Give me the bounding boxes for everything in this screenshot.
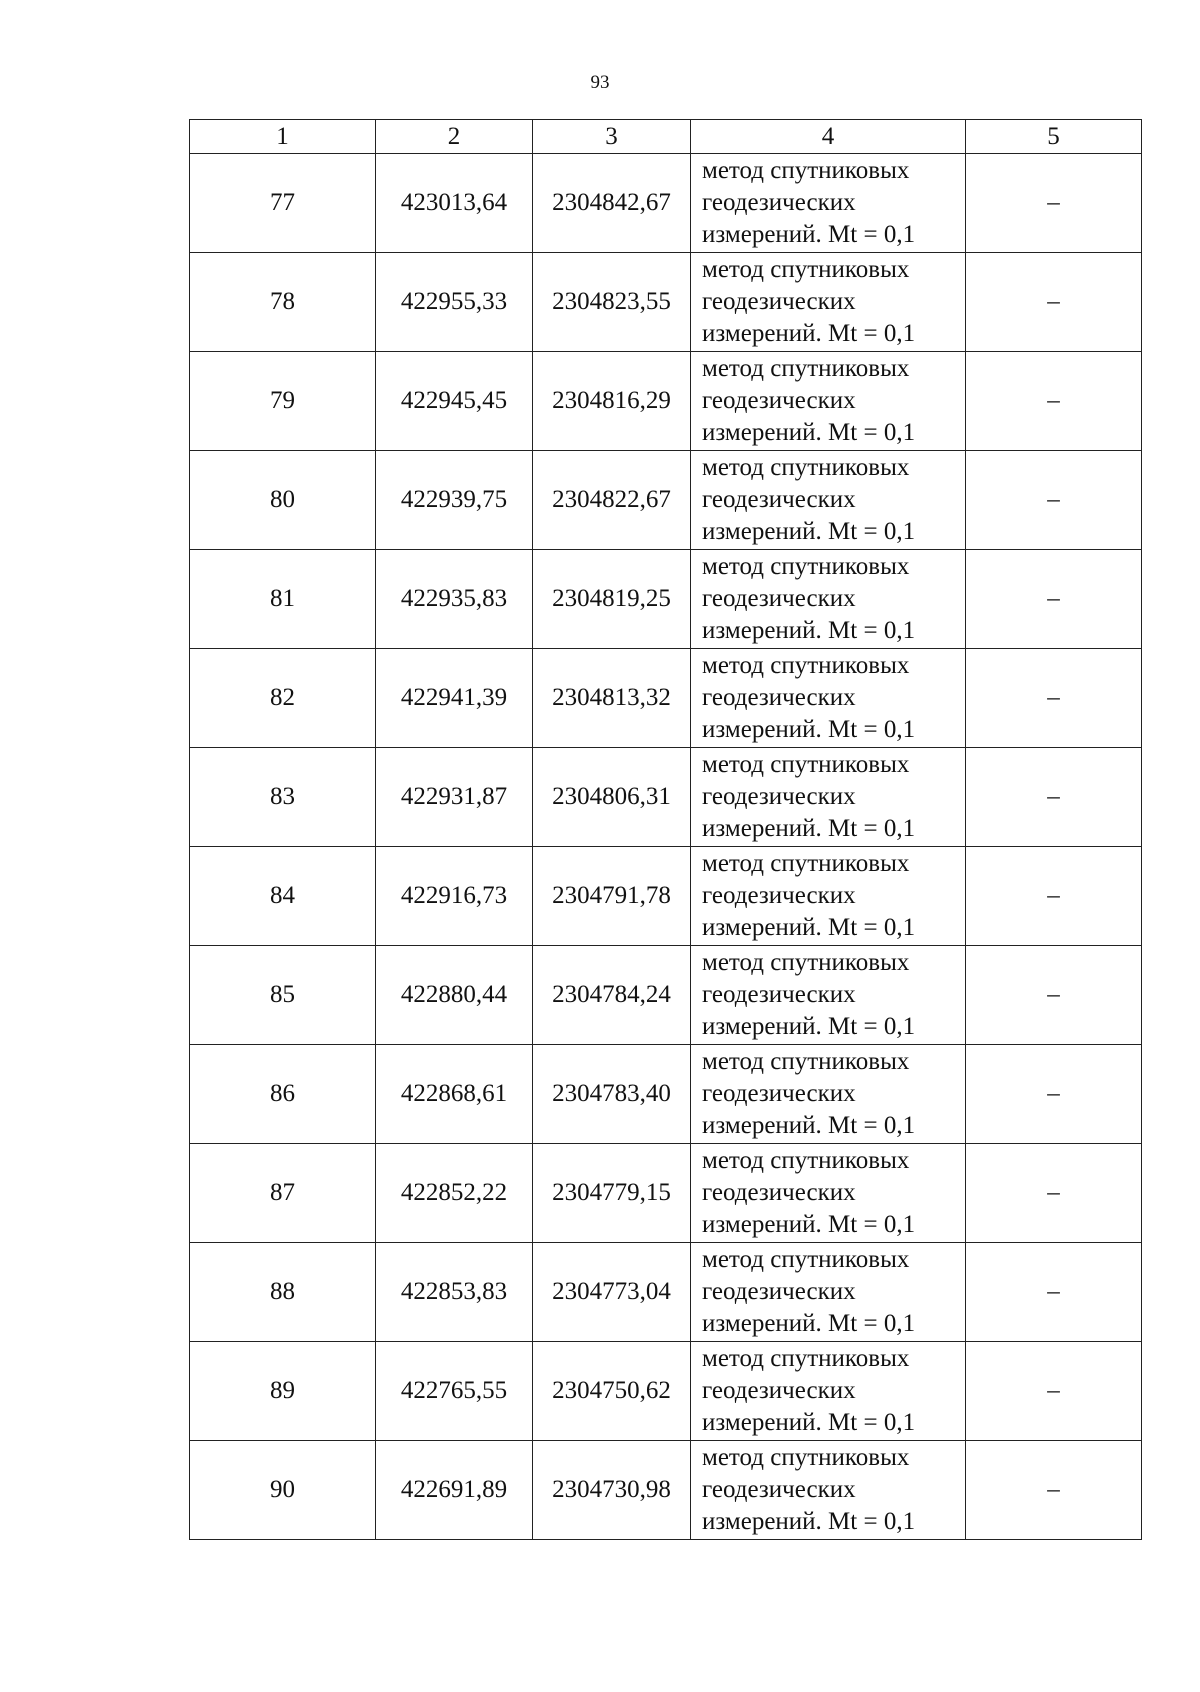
x-coordinate-cell: 422955,33 — [376, 253, 533, 352]
header-cell: 3 — [533, 120, 691, 154]
method-line: метод спутниковых — [702, 1444, 910, 1471]
method-cell — [691, 748, 966, 847]
x-coordinate-cell: 422939,75 — [376, 451, 533, 550]
method-line: метод спутниковых — [702, 751, 910, 778]
method-line: измерений. Mt = 0,1 — [702, 221, 916, 248]
column-5-cell: – — [966, 748, 1142, 847]
method-line: геодезических — [702, 486, 856, 513]
method-cell — [691, 946, 966, 1045]
y-coordinate-cell: 2304783,40 — [533, 1045, 691, 1144]
column-5-cell: – — [966, 847, 1142, 946]
method-line: метод спутниковых — [702, 157, 910, 184]
y-coordinate-cell: 2304784,24 — [533, 946, 691, 1045]
column-5-cell: – — [966, 1243, 1142, 1342]
column-5-cell: – — [966, 253, 1142, 352]
method-line: метод спутниковых — [702, 355, 910, 382]
column-5-cell: – — [966, 1144, 1142, 1243]
table-row — [190, 1441, 1142, 1540]
method-line: метод спутниковых — [702, 949, 910, 976]
method-line: измерений. Mt = 0,1 — [702, 716, 916, 743]
y-coordinate-cell: 2304842,67 — [533, 154, 691, 253]
y-coordinate-cell: 2304773,04 — [533, 1243, 691, 1342]
method-line: геодезических — [702, 1080, 856, 1107]
method-line: метод спутниковых — [702, 1246, 910, 1273]
method-line: геодезических — [702, 981, 856, 1008]
method-line: геодезических — [702, 189, 856, 216]
x-coordinate-cell: 423013,64 — [376, 154, 533, 253]
table-row — [190, 649, 1142, 748]
method-line: метод спутниковых — [702, 1147, 910, 1174]
table-row — [190, 1144, 1142, 1243]
column-5-cell: – — [966, 451, 1142, 550]
table-row — [190, 1243, 1142, 1342]
method-line: геодезических — [702, 1476, 856, 1503]
x-coordinate-cell: 422868,61 — [376, 1045, 533, 1144]
y-coordinate-cell: 2304823,55 — [533, 253, 691, 352]
method-line: метод спутниковых — [702, 652, 910, 679]
table-row — [190, 748, 1142, 847]
header-row — [190, 120, 1142, 154]
table-row — [190, 1045, 1142, 1144]
table-row — [190, 352, 1142, 451]
method-line: измерений. Mt = 0,1 — [702, 419, 916, 446]
method-line: измерений. Mt = 0,1 — [702, 518, 916, 545]
method-line: измерений. Mt = 0,1 — [702, 1112, 916, 1139]
y-coordinate-cell: 2304730,98 — [533, 1441, 691, 1540]
table-row — [190, 550, 1142, 649]
method-line: метод спутниковых — [702, 256, 910, 283]
method-cell — [691, 451, 966, 550]
method-line: геодезических — [702, 288, 856, 315]
method-cell — [691, 1342, 966, 1441]
header-cell: 4 — [691, 120, 966, 154]
x-coordinate-cell: 422853,83 — [376, 1243, 533, 1342]
method-cell — [691, 847, 966, 946]
point-number-cell: 77 — [190, 154, 376, 253]
table-row — [190, 451, 1142, 550]
column-5-cell: – — [966, 1045, 1142, 1144]
column-5-cell: – — [966, 352, 1142, 451]
point-number-cell: 82 — [190, 649, 376, 748]
x-coordinate-cell: 422880,44 — [376, 946, 533, 1045]
method-line: измерений. Mt = 0,1 — [702, 1310, 916, 1337]
method-cell — [691, 1144, 966, 1243]
method-line: измерений. Mt = 0,1 — [702, 617, 916, 644]
method-line: измерений. Mt = 0,1 — [702, 1211, 916, 1238]
point-number-cell: 79 — [190, 352, 376, 451]
x-coordinate-cell: 422916,73 — [376, 847, 533, 946]
column-5-cell: – — [966, 649, 1142, 748]
point-number-cell: 90 — [190, 1441, 376, 1540]
x-coordinate-cell: 422691,89 — [376, 1441, 533, 1540]
table-header — [190, 120, 1142, 154]
method-line: метод спутниковых — [702, 454, 910, 481]
point-number-cell: 87 — [190, 1144, 376, 1243]
y-coordinate-cell: 2304816,29 — [533, 352, 691, 451]
method-cell — [691, 649, 966, 748]
method-line: геодезических — [702, 1278, 856, 1305]
method-line: измерений. Mt = 0,1 — [702, 1013, 916, 1040]
table-row — [190, 253, 1142, 352]
y-coordinate-cell: 2304819,25 — [533, 550, 691, 649]
method-line: метод спутниковых — [702, 1345, 910, 1372]
method-line: измерений. Mt = 0,1 — [702, 320, 916, 347]
method-cell — [691, 352, 966, 451]
y-coordinate-cell: 2304750,62 — [533, 1342, 691, 1441]
method-cell — [691, 154, 966, 253]
method-line: геодезических — [702, 882, 856, 909]
y-coordinate-cell: 2304822,67 — [533, 451, 691, 550]
table-row — [190, 946, 1142, 1045]
method-line: геодезических — [702, 1179, 856, 1206]
method-cell — [691, 253, 966, 352]
point-number-cell: 89 — [190, 1342, 376, 1441]
x-coordinate-cell: 422935,83 — [376, 550, 533, 649]
table-row — [190, 1342, 1142, 1441]
table-body — [190, 154, 1142, 1540]
method-line: геодезических — [702, 783, 856, 810]
header-cell: 2 — [376, 120, 533, 154]
method-line: измерений. Mt = 0,1 — [702, 1409, 916, 1436]
method-line: геодезических — [702, 684, 856, 711]
method-line: метод спутниковых — [702, 553, 910, 580]
point-number-cell: 80 — [190, 451, 376, 550]
column-5-cell: – — [966, 154, 1142, 253]
y-coordinate-cell: 2304806,31 — [533, 748, 691, 847]
column-5-cell: – — [966, 1441, 1142, 1540]
method-cell — [691, 1045, 966, 1144]
column-5-cell: – — [966, 946, 1142, 1045]
method-line: измерений. Mt = 0,1 — [702, 914, 916, 941]
x-coordinate-cell: 422941,39 — [376, 649, 533, 748]
method-line: метод спутниковых — [702, 850, 910, 877]
point-number-cell: 78 — [190, 253, 376, 352]
y-coordinate-cell: 2304779,15 — [533, 1144, 691, 1243]
point-number-cell: 85 — [190, 946, 376, 1045]
page-number: 93 — [590, 72, 610, 93]
y-coordinate-cell: 2304791,78 — [533, 847, 691, 946]
point-number-cell: 88 — [190, 1243, 376, 1342]
point-number-cell: 81 — [190, 550, 376, 649]
method-line: метод спутниковых — [702, 1048, 910, 1075]
column-5-cell: – — [966, 550, 1142, 649]
method-line: геодезических — [702, 1377, 856, 1404]
point-number-cell: 84 — [190, 847, 376, 946]
x-coordinate-cell: 422931,87 — [376, 748, 533, 847]
point-number-cell: 83 — [190, 748, 376, 847]
table-row — [190, 847, 1142, 946]
method-line: геодезических — [702, 387, 856, 414]
x-coordinate-cell: 422945,45 — [376, 352, 533, 451]
header-cell: 1 — [190, 120, 376, 154]
point-number-cell: 86 — [190, 1045, 376, 1144]
coordinates-table — [189, 119, 1142, 1540]
column-5-cell: – — [966, 1342, 1142, 1441]
method-cell — [691, 1243, 966, 1342]
method-line: геодезических — [702, 585, 856, 612]
x-coordinate-cell: 422765,55 — [376, 1342, 533, 1441]
y-coordinate-cell: 2304813,32 — [533, 649, 691, 748]
method-cell — [691, 1441, 966, 1540]
table-row — [190, 154, 1142, 253]
method-line: измерений. Mt = 0,1 — [702, 815, 916, 842]
method-line: измерений. Mt = 0,1 — [702, 1508, 916, 1535]
method-cell — [691, 550, 966, 649]
x-coordinate-cell: 422852,22 — [376, 1144, 533, 1243]
header-cell: 5 — [966, 120, 1142, 154]
